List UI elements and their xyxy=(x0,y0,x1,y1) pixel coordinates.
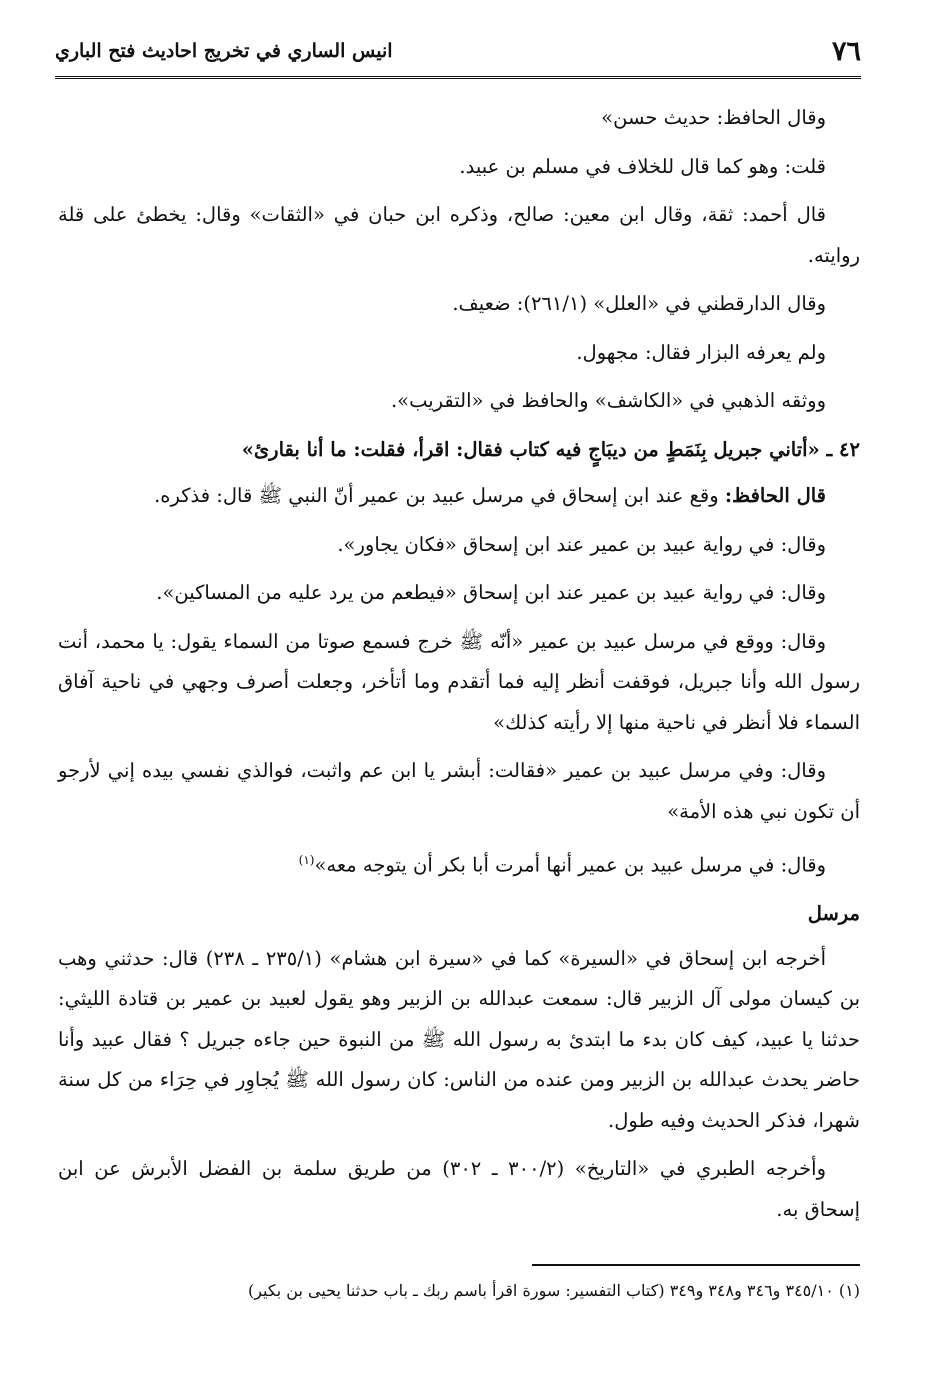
quote-paragraph: وقال: وفي مرسل عبيد بن عمير «فقالت: أبشر يا ابن عم واثبت، فوالذي نفسي بيده إني لأرجو أن تكون نبي هذه الأمة» xyxy=(58,759,860,823)
footnote-separator xyxy=(532,1264,860,1266)
running-title: انيس الساري في تخريج احاديث فتح الباري xyxy=(55,40,393,62)
footnote-marker[interactable]: (١) xyxy=(298,853,315,867)
quote-paragraph: وقال: ووقع في مرسل عبيد بن عمير «أنّه ﷺ خرج فسمع صوتا من السماء يقول: يا محمد، أنت رسول الله وأنا جبريل، فوقفت أنظر إليه فما أتقدم وما أتأخر، وجعلت أصرف وجهي في ناحية آفاق السماء فلا أنظر في ناحية منها إلا رأيته كذلك» xyxy=(58,629,860,734)
footnote: (١) ٣٤٥/١٠ و٣٤٦ و٣٤٨ و٣٤٩ (كتاب التفسير: سورة اقرأ باسم ربك ـ باب حدثنا يحيى بن بكير) xyxy=(247,1281,860,1300)
paragraph: قلت: وهو كما قال للخلاف في مسلم بن عبيد. xyxy=(459,154,826,178)
paragraph: قال أحمد: ثقة، وقال ابن معين: صالح، وذكره ابن حبان في «الثقات» وقال: يخطئ على قلة روايته. xyxy=(58,203,860,267)
quote-paragraph: وقال: في رواية عبيد بن عمير عند ابن إسحاق «فكان يجاور». xyxy=(337,532,826,556)
main-text xyxy=(58,98,860,1238)
takhrij-paragraph: وأخرجه الطبري في «التاريخ» (٣٠٠/٢ ـ ٣٠٢) من طريق سلمة بن الفضل الأبرش عن ابن إسحاق به. xyxy=(58,1157,860,1221)
hadith-title: ٤٢ ـ «أتاني جبريل بِنَمَطٍ من ديبَاجٍ فيه كتاب فقال: اقرأ، فقلت: ما أنا بقارئ» xyxy=(241,437,860,461)
quote-paragraph xyxy=(58,840,860,886)
paragraph: وقال الحافظ: حديث حسن» xyxy=(601,106,826,129)
page-number: ٧٦ xyxy=(831,36,861,67)
page-header xyxy=(55,36,861,79)
commentary-text: وقع عند ابن إسحاق في مرسل عبيد بن عمير أنّ النبي ﷺ قال: فذكره. xyxy=(154,484,725,507)
hadith-commentary xyxy=(58,476,860,517)
paragraph: ووثقه الذهبي في «الكاشف» والحافظ في «التقريب». xyxy=(390,389,826,412)
commentary-lead: قال الحافظ: xyxy=(724,484,826,507)
section-heading: مرسل xyxy=(807,902,860,925)
takhrij-paragraph: أخرجه ابن إسحاق في «السيرة» كما في «سيرة ابن هشام» (٢٣٥/١ ـ ٢٣٨) قال: حدثني وهب بن كيسان مولى آل الزبير قال: سمعت عبدالله بن الزبير وهو يقول لعبيد بن عمير بن قتادة الليثي: حدثنا يا عبيد، كيف كان بدء ما ابتدئ به رسول الله ﷺ من النبوة حين جاءه جبريل ؟ فقال عبيد وأنا حاضر يحدث عبدالله بن الزبير ومن عنده من الناس: كان رسول الله ﷺ يُجاوِر في حِرَاء من كل سنة شهرا، فذكر الحديث وفيه طول. xyxy=(58,946,860,1132)
quote-text: وقال: في مرسل عبيد بن عمير أنها أمرت أبا بكر أن يتوجه معه» xyxy=(314,853,826,877)
paragraph: وقال الدارقطني في «العلل» (٢٦١/١): ضعيف. xyxy=(452,292,826,315)
quote-paragraph: وقال: في رواية عبيد بن عمير عند ابن إسحاق «فيطعم من يرد عليه من المساكين». xyxy=(156,581,826,604)
paragraph: ولم يعرفه البزار فقال: مجهول. xyxy=(576,340,826,364)
